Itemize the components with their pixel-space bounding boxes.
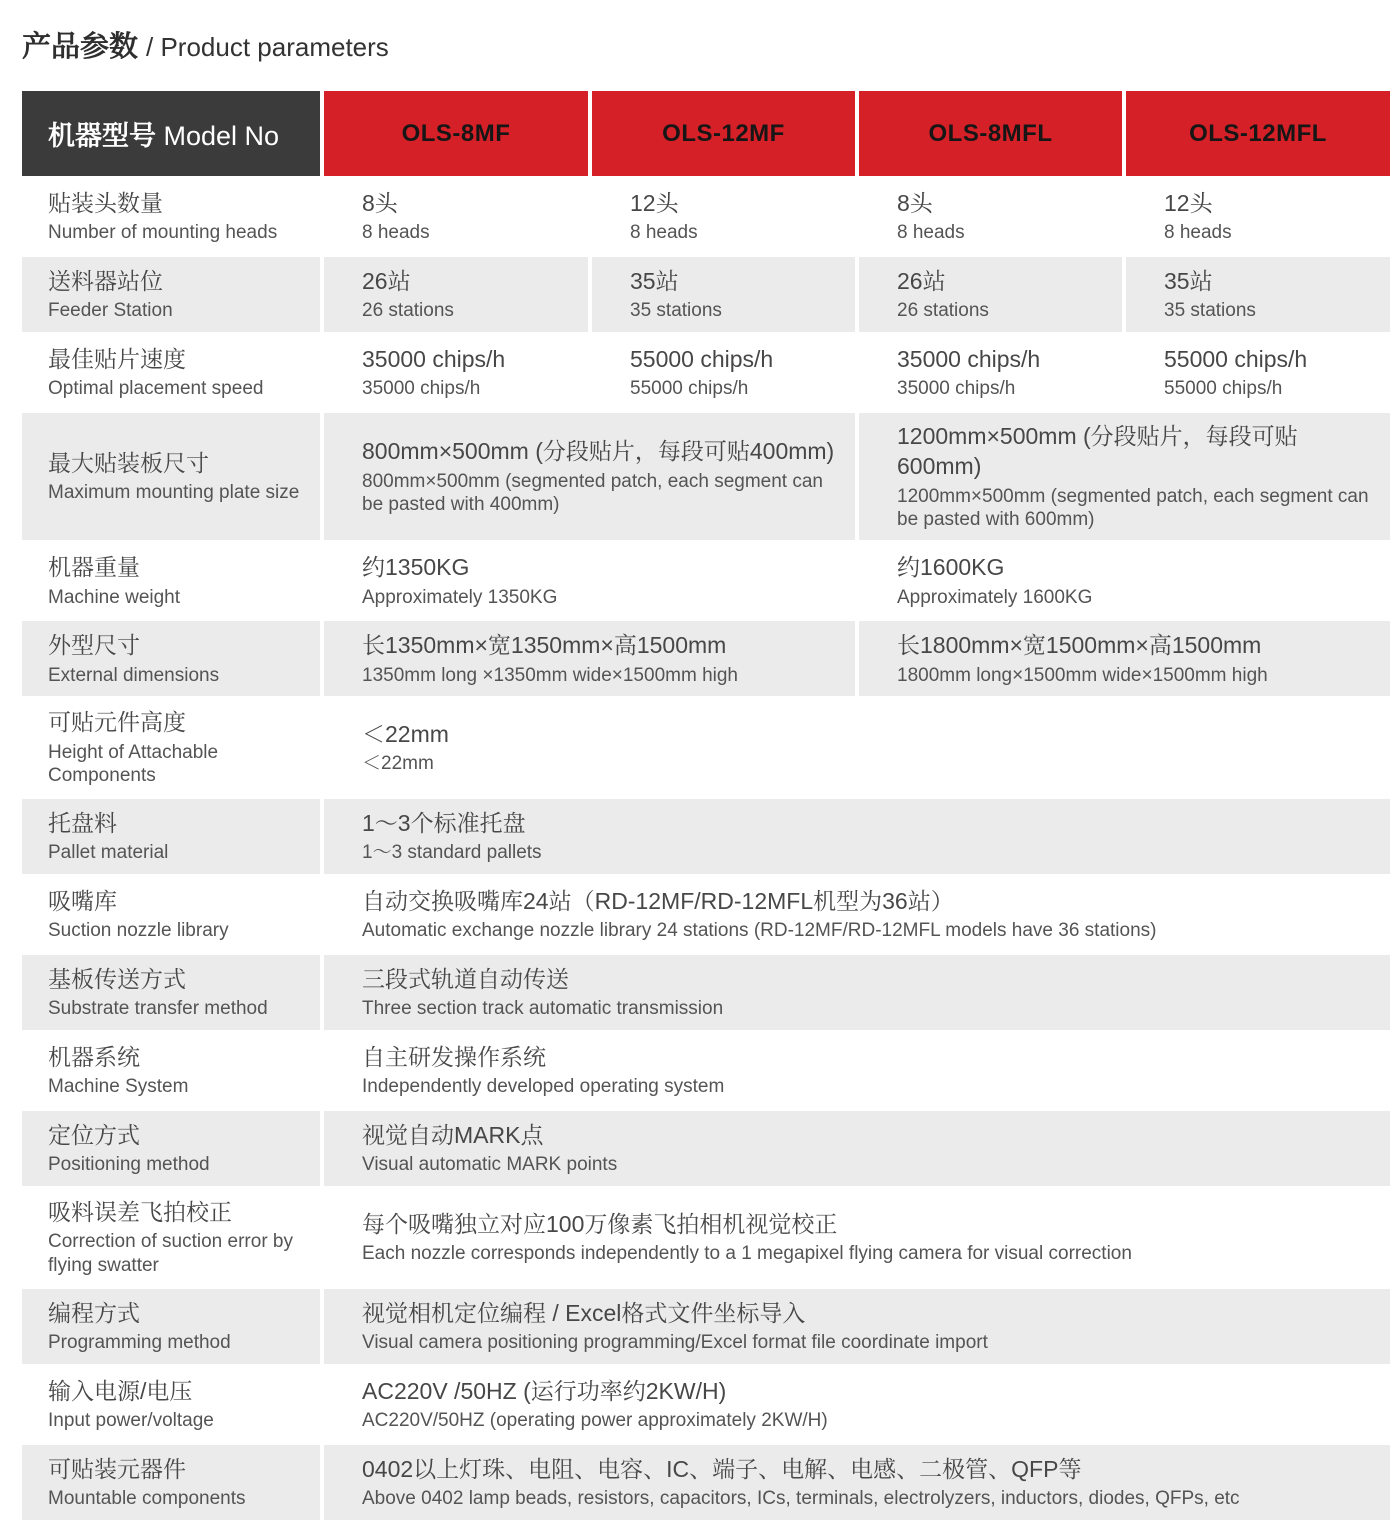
value-zh: 8头	[362, 189, 398, 216]
value-zh: 三段式轨道自动传送	[362, 966, 569, 993]
value-zh: 800mm×500mm (分段贴片，每段可贴400mm)	[362, 438, 835, 465]
value-en: Independently developed operating system	[362, 1076, 725, 1098]
value-zh: 约1600KG	[897, 554, 1005, 581]
value-zh: 1200mm×500mm (分段贴片，每段可贴600mm)	[897, 423, 1298, 480]
row-label	[22, 699, 320, 796]
row-label-zh: 基板传送方式	[48, 966, 186, 993]
value-en: Approximately 1600KG	[897, 586, 1093, 608]
row-label-en: Input power/voltage	[48, 1410, 214, 1432]
table-row-feeder-station	[22, 257, 1390, 332]
value-cell	[324, 1367, 1390, 1442]
row-label-zh: 送料器站位	[48, 267, 163, 294]
value-cell	[1126, 257, 1390, 332]
value-cell	[859, 335, 1122, 410]
value-zh: 35000 chips/h	[362, 345, 506, 372]
value-cell	[324, 699, 1390, 796]
row-label	[22, 543, 320, 618]
model-name: OLS-8MF	[401, 119, 511, 147]
row-label-en: Feeder Station	[48, 300, 173, 322]
value-en: 55000 chips/h	[630, 378, 749, 400]
model-name: OLS-8MFL	[928, 119, 1053, 147]
table-row-input-power	[22, 1367, 1390, 1442]
value-zh: 长1800mm×宽1500mm×高1500mm	[897, 632, 1262, 659]
row-label	[22, 1367, 320, 1442]
value-cell	[859, 179, 1122, 254]
row-label-en: Height of Attachable Components	[48, 741, 219, 787]
value-cell	[324, 799, 1390, 874]
row-label-en: Pallet material	[48, 842, 169, 864]
row-label-zh: 外型尺寸	[48, 632, 140, 659]
value-cell	[324, 179, 588, 254]
row-label-zh: 吸嘴库	[48, 888, 117, 915]
value-en: 26 stations	[897, 300, 989, 322]
value-en: 1200mm×500mm (segmented patch, each segment can be pasted with 600mm)	[897, 485, 1369, 531]
value-en: Visual automatic MARK points	[362, 1154, 618, 1176]
model-no-header-zh: 机器型号	[48, 121, 156, 151]
value-cell	[324, 1111, 1390, 1186]
row-label-zh: 吸料误差飞拍校正	[48, 1199, 232, 1226]
value-en: 8 heads	[362, 222, 430, 244]
row-label-en: Substrate transfer method	[48, 998, 268, 1020]
page-title-en: / Product parameters	[146, 32, 389, 62]
model-no-header-label	[48, 114, 320, 153]
value-cell	[324, 1445, 1390, 1520]
row-label	[22, 257, 320, 332]
row-label	[22, 1033, 320, 1108]
row-label	[22, 179, 320, 254]
value-zh: ＜22mm	[362, 721, 449, 748]
row-label	[22, 955, 320, 1030]
value-en: 35 stations	[1164, 300, 1256, 322]
value-en: Three section track automatic transmission	[362, 998, 724, 1020]
table-row-nozzle-library	[22, 877, 1390, 952]
row-label-zh: 输入电源/电压	[48, 1377, 193, 1404]
value-zh: 12头	[630, 189, 679, 216]
value-zh: 视觉自动MARK点	[362, 1122, 544, 1149]
product-parameters-table	[22, 91, 1390, 1520]
model-header-ols-12mf	[592, 91, 855, 176]
row-label-zh: 贴装头数量	[48, 189, 163, 216]
value-cell	[324, 335, 588, 410]
row-label-zh: 定位方式	[48, 1122, 140, 1149]
table-row-placement-speed	[22, 335, 1390, 410]
row-label-en: Correction of suction error by flying swatter	[48, 1231, 293, 1277]
table-row-positioning-method	[22, 1111, 1390, 1186]
value-cell	[1126, 335, 1390, 410]
table-header-row	[22, 91, 1390, 176]
value-zh: 55000 chips/h	[1164, 345, 1308, 372]
value-cell	[592, 257, 855, 332]
value-cell	[324, 413, 855, 540]
value-zh: 35站	[1164, 267, 1213, 294]
model-name: OLS-12MFL	[1189, 119, 1327, 147]
value-zh: 0402以上灯珠、电阻、电容、IC、端子、电解、电感、二极管、QFP等	[362, 1455, 1082, 1482]
row-label	[22, 1189, 320, 1286]
value-cell	[324, 877, 1390, 952]
value-zh: 自主研发操作系统	[362, 1044, 546, 1071]
value-en: 26 stations	[362, 300, 454, 322]
value-cell	[324, 955, 1390, 1030]
value-en: 8 heads	[897, 222, 965, 244]
value-cell	[592, 335, 855, 410]
value-en: AC220V/50HZ (operating power approximately 2KW/H)	[362, 1410, 828, 1432]
value-cell	[324, 257, 588, 332]
value-en: Visual camera positioning programming/Excel format file coordinate import	[362, 1332, 988, 1354]
value-cell	[1126, 179, 1390, 254]
row-label-zh: 机器重量	[48, 554, 140, 581]
value-en: 1800mm long×1500mm wide×1500mm high	[897, 664, 1268, 686]
row-label	[22, 1445, 320, 1520]
model-no-header-cell	[22, 91, 320, 176]
model-header-ols-8mfl	[859, 91, 1122, 176]
value-en: 8 heads	[1164, 222, 1232, 244]
row-label	[22, 335, 320, 410]
row-label	[22, 877, 320, 952]
row-label-zh: 托盘料	[48, 810, 117, 837]
value-zh: 视觉相机定位编程 / Excel格式文件坐标导入	[362, 1299, 806, 1326]
row-label-en: Mountable components	[48, 1488, 246, 1510]
value-cell	[859, 543, 1390, 618]
value-zh: 35000 chips/h	[897, 345, 1041, 372]
value-zh: 26站	[362, 267, 411, 294]
value-en: ＜22mm	[362, 753, 434, 775]
value-en: 800mm×500mm (segmented patch, each segment can be pasted with 400mm)	[362, 470, 824, 516]
row-label-zh: 最大贴装板尺寸	[48, 450, 209, 477]
row-label-en: Positioning method	[48, 1154, 210, 1176]
value-zh: 26站	[897, 267, 946, 294]
row-label-zh: 编程方式	[48, 1299, 140, 1326]
row-label	[22, 1111, 320, 1186]
row-label-en: Suction nozzle library	[48, 920, 229, 942]
value-zh: 自动交换吸嘴库24站（RD-12MF/RD-12MFL机型为36站）	[362, 888, 954, 915]
table-row-external-dimensions	[22, 621, 1390, 696]
value-cell	[324, 1189, 1390, 1286]
row-label	[22, 799, 320, 874]
row-label-en: Number of mounting heads	[48, 222, 278, 244]
row-label-en: External dimensions	[48, 664, 220, 686]
value-en: 55000 chips/h	[1164, 378, 1283, 400]
value-zh: 每个吸嘴独立对应100万像素飞拍相机视觉校正	[362, 1210, 838, 1237]
value-cell	[324, 621, 855, 696]
value-zh: 55000 chips/h	[630, 345, 774, 372]
value-zh: 1～3个标准托盘	[362, 810, 526, 837]
value-cell	[859, 257, 1122, 332]
model-header-ols-12mfl	[1126, 91, 1390, 176]
value-cell	[859, 621, 1390, 696]
value-en: Above 0402 lamp beads, resistors, capacitors, ICs, terminals, electrolyzers, inductors, diodes, QFPs, etc	[362, 1488, 1240, 1510]
row-label-zh: 可贴装元器件	[48, 1455, 186, 1482]
value-zh: AC220V /50HZ (运行功率约2KW/H)	[362, 1377, 727, 1404]
value-en: Approximately 1350KG	[362, 586, 558, 608]
model-no-header-en: Model No	[163, 121, 280, 151]
value-zh: 约1350KG	[362, 554, 470, 581]
table-row-machine-system	[22, 1033, 1390, 1108]
row-label-zh: 机器系统	[48, 1044, 140, 1071]
value-en: 8 heads	[630, 222, 698, 244]
row-label	[22, 413, 320, 540]
value-cell	[592, 179, 855, 254]
row-label-en: Machine weight	[48, 586, 181, 608]
table-row-suction-error-correction	[22, 1189, 1390, 1286]
table-row-mountable-components	[22, 1445, 1390, 1520]
value-en: 35000 chips/h	[362, 378, 481, 400]
value-zh: 8头	[897, 189, 933, 216]
value-en: 1350mm long ×1350mm wide×1500mm high	[362, 664, 738, 686]
page-title-zh: 产品参数	[22, 31, 139, 63]
table-row-component-height	[22, 699, 1390, 796]
model-name: OLS-12MF	[662, 119, 785, 147]
table-row-mounting-heads	[22, 179, 1390, 254]
value-zh: 长1350mm×宽1350mm×高1500mm	[362, 632, 727, 659]
value-cell	[324, 1289, 1390, 1364]
table-row-max-plate-size	[22, 413, 1390, 540]
table-row-substrate-transfer	[22, 955, 1390, 1030]
row-label	[22, 621, 320, 696]
value-en: 1～3 standard pallets	[362, 842, 542, 864]
table-row-machine-weight	[22, 543, 1390, 618]
value-en: 35000 chips/h	[897, 378, 1016, 400]
table-row-pallet-material	[22, 799, 1390, 874]
value-en: 35 stations	[630, 300, 722, 322]
table-row-programming-method	[22, 1289, 1390, 1364]
value-cell	[324, 1033, 1390, 1108]
row-label-en: Programming method	[48, 1332, 231, 1354]
row-label-en: Optimal placement speed	[48, 378, 264, 400]
value-zh: 35站	[630, 267, 679, 294]
row-label-zh: 最佳贴片速度	[48, 345, 186, 372]
value-en: Automatic exchange nozzle library 24 stations (RD-12MF/RD-12MFL models have 36 stations)	[362, 920, 1157, 942]
value-en: Each nozzle corresponds independently to a 1 megapixel flying camera for visual correction	[362, 1243, 1132, 1265]
row-label-zh: 可贴元件高度	[48, 709, 186, 736]
model-header-ols-8mf	[324, 91, 588, 176]
page-title	[22, 24, 1400, 65]
row-label-en: Machine System	[48, 1076, 189, 1098]
value-cell	[859, 413, 1390, 540]
row-label	[22, 1289, 320, 1364]
row-label-en: Maximum mounting plate size	[48, 482, 300, 504]
value-cell	[324, 543, 855, 618]
value-zh: 12头	[1164, 189, 1213, 216]
